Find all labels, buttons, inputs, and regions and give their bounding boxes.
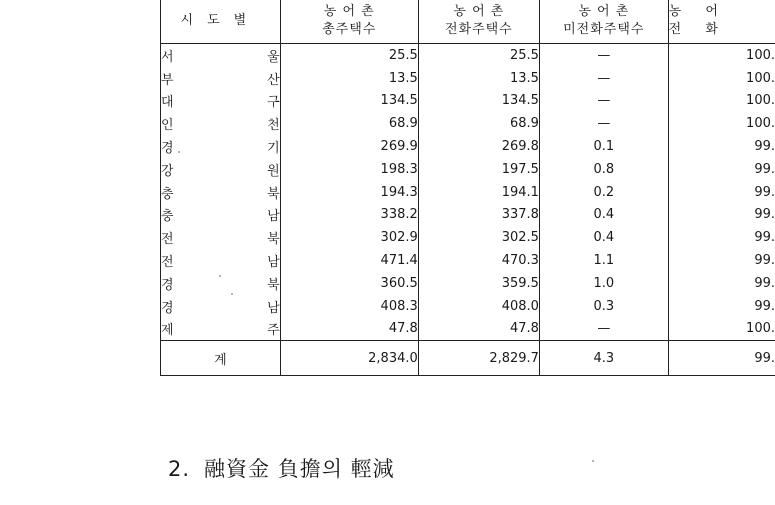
- phone-houses-cell: 197.5: [418, 158, 539, 181]
- header-phone-line1: 농 어 촌: [453, 3, 505, 19]
- phone-rate-cell: 99.: [668, 158, 775, 181]
- table-row: [161, 112, 775, 135]
- total-houses-cell: 134.5: [280, 90, 418, 113]
- region-cell: [161, 226, 281, 249]
- region-char: 충: [161, 186, 174, 202]
- region-cell: [161, 204, 281, 227]
- region-name: [161, 183, 280, 202]
- header-phone-houses: [418, 0, 539, 44]
- header-no-phone-houses: [539, 0, 668, 44]
- region-name: [161, 319, 280, 338]
- table-row: [161, 295, 775, 318]
- total-houses-cell: 68.9: [280, 112, 418, 135]
- region-cell: [161, 90, 281, 113]
- header-nophone-line2: 미전화주택수: [563, 21, 645, 37]
- phone-rate-cell: 99.: [668, 295, 775, 318]
- phone-houses-cell: 470.3: [418, 249, 539, 272]
- header-region: 시도별: [161, 0, 281, 44]
- region-char: 남: [267, 300, 280, 316]
- phone-houses-cell: 47.8: [418, 318, 539, 341]
- region-char: 인: [161, 118, 174, 134]
- total-houses-cell: 194.3: [280, 181, 418, 204]
- phone-houses-cell: 25.5: [418, 44, 539, 67]
- region-char: 천: [267, 118, 280, 134]
- no-phone-houses-cell: —: [539, 90, 668, 113]
- region-char: 남: [267, 209, 280, 225]
- total-houses-sum: 2,834.0: [280, 341, 418, 376]
- region-char: 부: [161, 72, 174, 88]
- header-rate-line2: 전 화: [668, 21, 728, 37]
- table-row: [161, 204, 775, 227]
- region-name: [161, 137, 280, 156]
- phone-houses-cell: 269.8: [418, 135, 539, 158]
- region-char: 서: [161, 49, 174, 65]
- no-phone-houses-cell: —: [539, 112, 668, 135]
- table-row: [161, 318, 775, 341]
- table-row: [161, 67, 775, 90]
- phone-houses-cell: 194.1: [418, 181, 539, 204]
- total-label: 계: [161, 341, 281, 376]
- table-row: [161, 44, 775, 67]
- header-rate-line1: 농 어: [668, 3, 728, 19]
- region-char: 강: [161, 163, 174, 179]
- scan-speck: [592, 460, 594, 462]
- region-char: 전: [161, 232, 174, 248]
- header-total-line1: 농 어 촌: [323, 3, 375, 19]
- no-phone-houses-cell: 0.3: [539, 295, 668, 318]
- region-char: 북: [267, 186, 280, 202]
- region-char: 원: [267, 163, 280, 179]
- phone-rate-cell: 99.: [668, 181, 775, 204]
- phone-rate-cell: 100.: [668, 318, 775, 341]
- no-phone-houses-cell: 1.0: [539, 272, 668, 295]
- phone-rate-cell: 100.: [668, 44, 775, 67]
- section-title: 融資金 負擔의 輕減: [204, 457, 395, 481]
- section-heading: [168, 453, 395, 483]
- region-char: 주: [267, 323, 280, 339]
- table-row: [161, 90, 775, 113]
- table-row: [161, 272, 775, 295]
- region-name: [161, 228, 280, 247]
- no-phone-houses-sum: 4.3: [539, 341, 668, 376]
- region-cell: [161, 67, 281, 90]
- phone-rate-cell: 100.: [668, 67, 775, 90]
- region-char: 기: [267, 141, 280, 157]
- table-body: [161, 44, 775, 341]
- phone-houses-cell: 302.5: [418, 226, 539, 249]
- no-phone-houses-cell: 0.8: [539, 158, 668, 181]
- region-name: [161, 91, 280, 110]
- total-houses-cell: 13.5: [280, 67, 418, 90]
- table-row: [161, 249, 775, 272]
- rural-telephone-stats-table: [160, 0, 775, 376]
- region-char: 전: [161, 255, 174, 271]
- scan-speck: [178, 151, 180, 153]
- region-cell: [161, 318, 281, 341]
- phone-rate-cell: 99.: [668, 249, 775, 272]
- phone-rate-cell: 100.: [668, 90, 775, 113]
- no-phone-houses-cell: 0.4: [539, 226, 668, 249]
- total-houses-cell: 360.5: [280, 272, 418, 295]
- scan-speck: [231, 293, 233, 295]
- no-phone-houses-cell: 1.1: [539, 249, 668, 272]
- region-char: 구: [267, 95, 280, 111]
- region-char: 대: [161, 95, 174, 111]
- table-row: [161, 158, 775, 181]
- phone-rate-cell: 99.: [668, 226, 775, 249]
- region-char: 충: [161, 209, 174, 225]
- region-cell: [161, 295, 281, 318]
- total-houses-cell: 269.9: [280, 135, 418, 158]
- phone-houses-sum: 2,829.7: [418, 341, 539, 376]
- phone-houses-cell: 359.5: [418, 272, 539, 295]
- phone-houses-cell: 68.9: [418, 112, 539, 135]
- region-name: [161, 46, 280, 65]
- header-phone-rate: [668, 0, 775, 44]
- region-name: [161, 69, 280, 88]
- region-name: [161, 297, 280, 316]
- scan-speck: [219, 275, 221, 277]
- region-char: 경: [161, 277, 174, 293]
- region-name: [161, 160, 280, 179]
- phone-rate-cell: 99.: [668, 135, 775, 158]
- region-char: 북: [267, 277, 280, 293]
- region-char: 북: [267, 232, 280, 248]
- phone-houses-cell: 408.0: [418, 295, 539, 318]
- region-name: [161, 251, 280, 270]
- region-char: 제: [161, 323, 174, 339]
- header-phone-line2: 전화주택수: [444, 21, 513, 37]
- table-total-row: [161, 341, 775, 376]
- no-phone-houses-cell: —: [539, 318, 668, 341]
- phone-rate-sum: 99.: [668, 341, 775, 376]
- region-cell: [161, 135, 281, 158]
- table-row: [161, 226, 775, 249]
- region-name: [161, 205, 280, 224]
- phone-rate-cell: 99.: [668, 204, 775, 227]
- region-cell: [161, 44, 281, 67]
- header-total-houses: [280, 0, 418, 44]
- total-houses-cell: 471.4: [280, 249, 418, 272]
- table-row: [161, 135, 775, 158]
- region-cell: [161, 181, 281, 204]
- phone-houses-cell: 13.5: [418, 67, 539, 90]
- header-nophone-line1: 농 어 촌: [578, 3, 630, 19]
- total-houses-cell: 338.2: [280, 204, 418, 227]
- phone-rate-cell: 100.: [668, 112, 775, 135]
- total-houses-cell: 47.8: [280, 318, 418, 341]
- region-cell: [161, 158, 281, 181]
- region-cell: [161, 112, 281, 135]
- header-total-line2: 총주택수: [322, 21, 377, 37]
- region-cell: [161, 249, 281, 272]
- region-char: 남: [267, 255, 280, 271]
- no-phone-houses-cell: 0.1: [539, 135, 668, 158]
- total-houses-cell: 25.5: [280, 44, 418, 67]
- total-houses-cell: 408.3: [280, 295, 418, 318]
- table-row: [161, 181, 775, 204]
- no-phone-houses-cell: —: [539, 67, 668, 90]
- phone-houses-cell: 134.5: [418, 90, 539, 113]
- section-number: 2.: [168, 457, 191, 481]
- total-houses-cell: 198.3: [280, 158, 418, 181]
- region-char: 울: [267, 49, 280, 65]
- phone-houses-cell: 337.8: [418, 204, 539, 227]
- region-char: 산: [267, 72, 280, 88]
- region-char: 경: [161, 300, 174, 316]
- table-header-row: [161, 0, 775, 44]
- phone-rate-cell: 99.: [668, 272, 775, 295]
- total-houses-cell: 302.9: [280, 226, 418, 249]
- no-phone-houses-cell: 0.2: [539, 181, 668, 204]
- region-char: 경: [161, 141, 174, 157]
- no-phone-houses-cell: —: [539, 44, 668, 67]
- no-phone-houses-cell: 0.4: [539, 204, 668, 227]
- region-name: [161, 114, 280, 133]
